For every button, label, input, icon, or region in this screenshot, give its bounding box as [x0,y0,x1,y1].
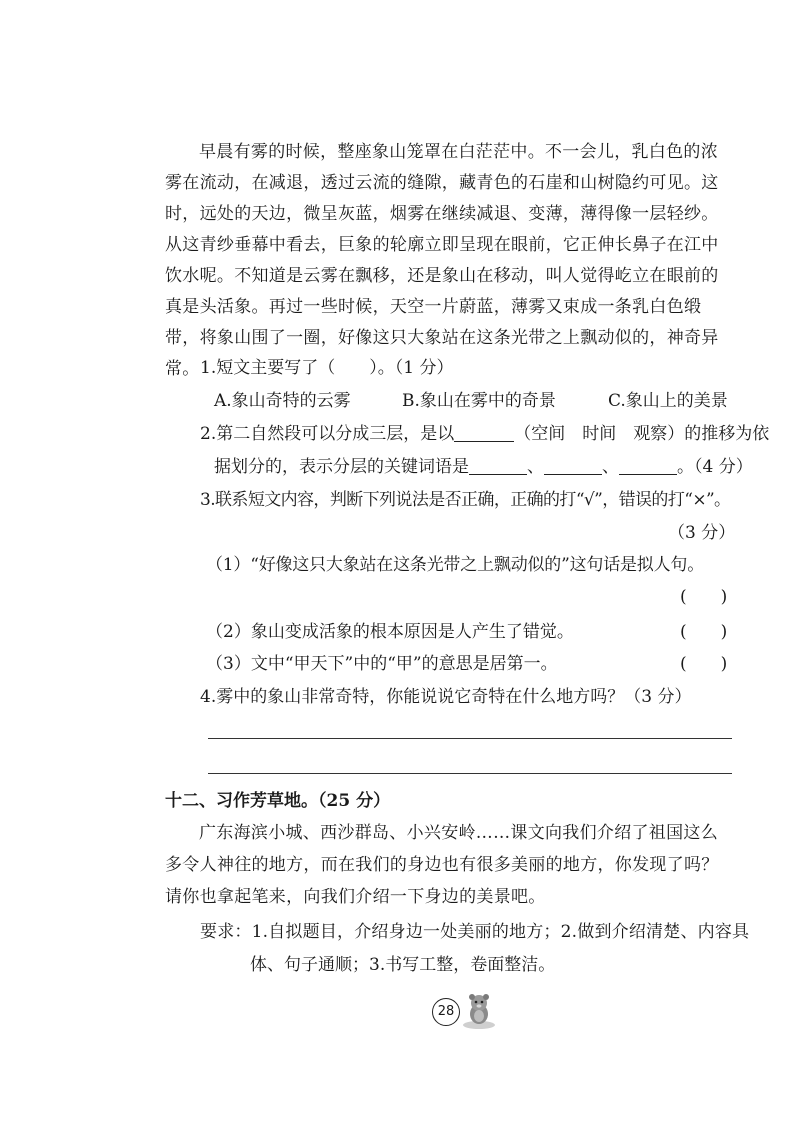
section-12-requirements-line1: 要求：1.自拟题目，介绍身边一处美丽的地方；2.做到介绍清楚、内容具 [200,922,750,942]
q3-statement-3: （3）文中“甲天下”中的“甲”的意思是居第一。 [206,654,558,674]
q2-sep2: 、 [602,457,619,477]
question-3: 3.联系短文内容，判断下列说法是否正确，正确的打“√”，错误的打“×”。 [200,490,731,510]
q1-option-b: B.象山在雾中的奇景 [402,391,556,411]
q3-statement-1: （1）“好像这只大象站在这条光带之上飘动似的”这句话是拟人句。 [206,555,704,575]
q2-sep1: 、 [527,457,544,477]
q1-option-c: C.象山上的美景 [608,391,728,411]
page-footer [428,990,498,1030]
question-2-line1 [200,422,769,446]
q2-part1: 2.第二自然段可以分成三层，是以 [200,424,455,444]
q3-answer-paren-1[interactable]: ( ) [680,587,728,607]
q3-answer-paren-2[interactable]: ( ) [680,622,728,642]
q2-part2: （空间 时间 观察）的推移为依 [514,424,770,444]
q4-answer-line-1[interactable] [208,738,732,739]
q2-blank-4[interactable] [619,456,677,475]
question-4: 4.雾中的象山非常奇特，你能说说它奇特在什么地方吗？（3 分） [200,687,692,707]
q3-statement-2: （2）象山变成活象的根本原因是人产生了错觉。 [206,622,574,642]
q2-blank-3[interactable] [544,456,602,475]
q2-line2-end: 。（4 分） [677,457,753,477]
q4-answer-line-2[interactable] [208,773,732,774]
passage-paragraph: 早晨有雾的时候，整座象山笼罩在白茫茫中。不一会儿，乳白色的浓雾在流动，在减退，透过云流的缝隙，藏青色的石崖和山树隐约可见。这时，远处的天边，微呈灰蓝，烟雾在继续减退、变薄，薄得像一层轻纱。从这青纱垂幕中看去，巨象的轮廓立即呈现在眼前，它正伸长鼻子在江中饮水呢。不知道是云雾在飘移，还是象山在移动，叫人觉得屹立在眼前的真是头活象。再过一些时候，天空一片蔚蓝，薄雾又束成一条乳白色缎带，将象山围了一圈，好像这只大象站在这条光带之上飘动似的，神奇异常。 [165,142,719,379]
q3-answer-paren-3[interactable]: ( ) [680,654,728,674]
q2-blank-1[interactable] [454,423,514,442]
mascot-icon [462,992,496,1030]
section-12-intro: 广东海滨小城、西沙群岛、小兴安岭……课文向我们介绍了祖国这么多令人神往的地方，而在我们的身边也有很多美丽的地方，你发现了吗？请你也拿起笔来，向我们介绍一下身边的美景吧。 [165,823,719,907]
section-12-requirements-line2: 体、句子通顺；3.书写工整，卷面整洁。 [250,955,556,975]
q2-blank-2[interactable] [469,456,527,475]
question-2-line2 [214,455,753,479]
question-1: 1.短文主要写了（ ）。（1 分） [200,358,454,378]
q2-line2-start: 据划分的，表示分层的关键词语是 [214,457,469,477]
q1-option-a: A.象山奇特的云雾 [214,391,351,411]
section-12-heading: 十二、习作芳草地。（25 分） [165,791,391,811]
q3-score: （3 分） [668,523,736,543]
page-number: 28 [432,998,460,1026]
